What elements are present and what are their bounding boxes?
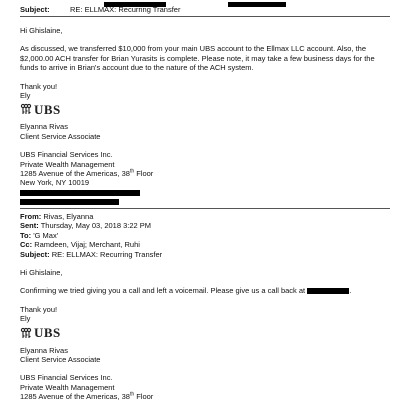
subject-value: RE: ELLMAX: Recurring Transfer [51, 249, 163, 259]
redaction-bar [307, 288, 349, 294]
signature-title: Client Service Associate [20, 131, 101, 141]
ubs-logo [20, 102, 390, 116]
ubs-logo [20, 326, 390, 340]
email2-body: Confirming we tried giving you a call and left a voicemail. Please give us a call back at . [20, 286, 352, 296]
email1-body: As discussed, we transferred $10,000 from your main UBS account to the Ellmax LLC account. Also, the $2,000.00 ACH transfer for Brian Yurasits is complete. Please note, it may take a few business days for the funds to arrive in Brian's account due to the nature of the ACH system. [20, 44, 375, 73]
signature-company: UBS Financial Services Inc. [20, 150, 113, 160]
signature-division: Private Wealth Management [20, 159, 115, 169]
cc-label: Cc: [20, 240, 33, 250]
email2-greeting: Hi Ghislaine, [20, 267, 63, 277]
signature-company: UBS Financial Services Inc. [20, 373, 113, 383]
subject-value: RE: ELLMAX: Recurring Transfer [70, 5, 181, 14]
from-label: From: [20, 211, 42, 221]
ubs-logo-text: UBS [34, 324, 61, 340]
subject-label: Subject: [20, 5, 50, 14]
redaction-bar [228, 2, 286, 7]
email1-greeting: Hi Ghislaine, [20, 26, 63, 35]
email-document [20, 0, 390, 402]
ubs-keys-icon [20, 327, 32, 339]
redaction-bar [20, 199, 119, 205]
signature-city: New York, NY 10019 [20, 178, 90, 188]
signature-address: 1285 Avenue of the Americas, 38th Floor [20, 391, 154, 402]
signature-address: 1285 Avenue of the Americas, 38th Floor [20, 168, 154, 179]
email2-sign-initial: Ely [20, 314, 31, 324]
email1-thanks: Thank you! [20, 81, 58, 91]
email1-sign-initial: Ely [20, 91, 31, 101]
signature-title: Client Service Associate [20, 354, 101, 364]
signature-name: Elyanna Rivas [20, 345, 68, 355]
subject-label: Subject: [20, 249, 50, 259]
email2-thanks: Thank you! [20, 304, 58, 314]
sent-label: Sent: [20, 221, 39, 231]
redaction-bar [20, 190, 140, 196]
ubs-keys-icon [20, 103, 32, 115]
from-value: Rivas, Elyanna [43, 211, 94, 221]
ubs-logo-text: UBS [34, 101, 61, 117]
to-label: To: [20, 230, 32, 240]
signature-name: Elyanna Rivas [20, 122, 68, 132]
email2-header [20, 212, 390, 259]
email1-subject-row [20, 5, 390, 14]
to-value: 'G Max' [33, 230, 59, 240]
signature-division: Private Wealth Management [20, 382, 115, 392]
cc-value: Ramdeen, Vijaj; Merchant, Ruhi [34, 240, 140, 250]
sent-value: Thursday, May 03, 2018 3:22 PM [40, 221, 152, 231]
